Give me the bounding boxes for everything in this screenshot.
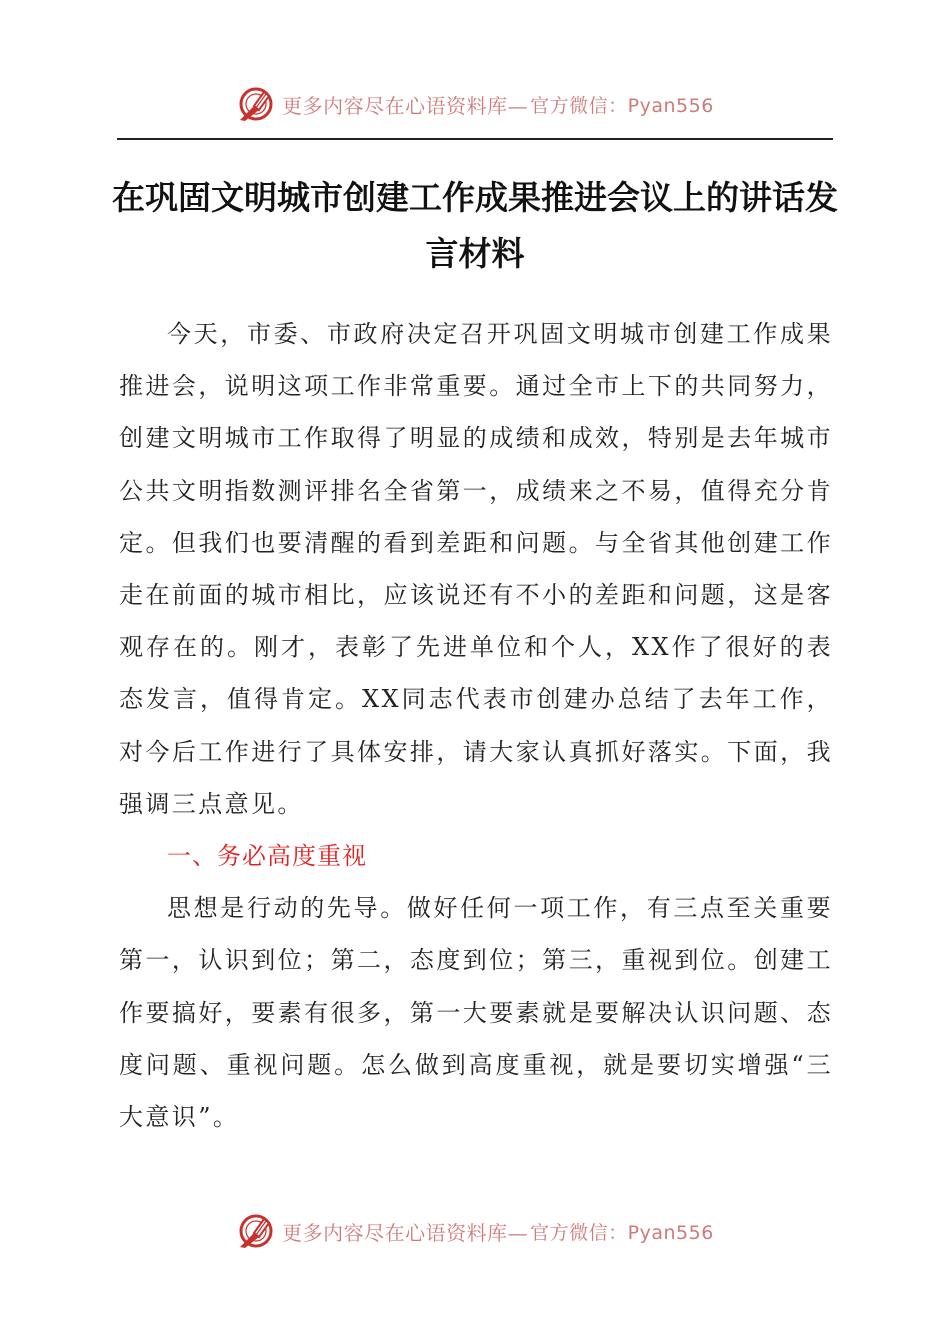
footer-watermark-banner xyxy=(0,1209,950,1253)
section-1-paragraph: 思想是行动的先导。做好任何一项工作，有三点至关重要第一，认识到位；第二，态度到位；第三，重视到位。创建工作要搞好，要素有很多，第一大要素就是要解决认识问题、态度问题、重视问题。怎么做到高度重视，就是要切实增强“三大意识”。 xyxy=(119,894,833,1132)
document-title: 在巩固文明城市创建工作成果推进会议上的讲话发言材料 xyxy=(112,178,838,273)
pen-nib-circle-icon xyxy=(236,1211,276,1251)
document-body xyxy=(119,308,833,1143)
banner-wechat-text: 官方微信：Pyan556 xyxy=(530,94,714,117)
section-heading-1: 一、务必高度重视 xyxy=(167,842,367,871)
header-divider xyxy=(117,138,833,140)
footer-site-text: 更多内容尽在心语资料库— xyxy=(282,1220,529,1245)
header-watermark-banner xyxy=(0,82,950,126)
intro-paragraph: 今天，市委、市政府决定召开巩固文明城市创建工作成果推进会，说明这项工作非常重要。通过全市上下的共同努力，创建文明城市工作取得了明显的成绩和成效，特别是去年城市公共文明指数测评排名全省第一，成绩来之不易，值得充分肯定。但我们也要清醒的看到差距和问题。与全省其他创建工作走在前面的城市相比，应该说还有不小的差距和问题，这是客观存在的。刚才，表彰了先进单位和个人，XX作了很好的表态发言，值得肯定。XX同志代表市创建办总结了去年工作，对今后工作进行了具体安排，请大家认真抓好落实。下面，我强调三点意见。 xyxy=(119,320,833,818)
pen-nib-circle-icon xyxy=(236,84,276,124)
footer-wechat-text: 官方微信：Pyan556 xyxy=(530,1221,714,1244)
banner-site-text: 更多内容尽在心语资料库— xyxy=(282,93,529,118)
